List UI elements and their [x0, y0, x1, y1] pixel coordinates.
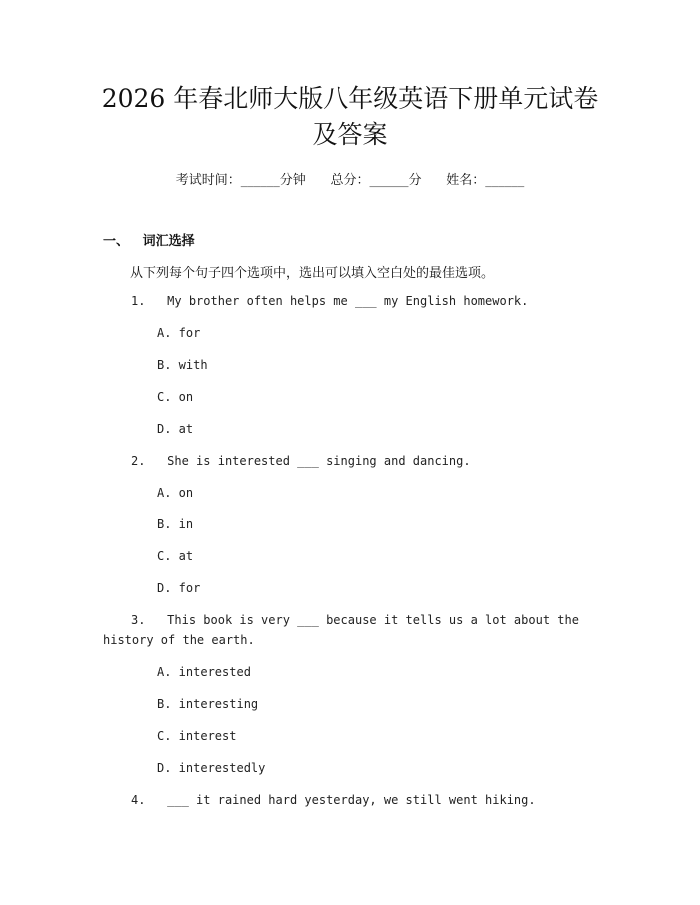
- question-2: [131, 454, 471, 468]
- question-number: 2.: [131, 454, 146, 468]
- option-2a: A. on: [157, 486, 194, 500]
- question-number: 4.: [131, 793, 146, 807]
- option-1d: D. at: [157, 422, 194, 436]
- question-4: [131, 793, 536, 807]
- exam-title-line-1: 2026 年春北师大版八年级英语下册单元试卷: [101, 84, 599, 113]
- option-1c: C. on: [157, 390, 194, 404]
- exam-title-line-2: 及答案: [312, 120, 388, 149]
- option-3b: B. interesting: [157, 697, 259, 711]
- option-2b: B. in: [157, 517, 194, 531]
- question-number: 1.: [131, 294, 146, 308]
- question-text: This book is very ___ because it tells us a lot about the: [167, 613, 579, 627]
- question-text: She is interested ___ singing and dancing.: [167, 454, 471, 468]
- section-title: 词汇选择: [142, 234, 195, 249]
- option-3a: A. interested: [157, 665, 251, 679]
- exam-meta-info: 考试时间：______分钟 总分：______分 姓名：______: [175, 173, 525, 188]
- option-2c: C. at: [157, 549, 194, 563]
- option-3d: D. interestedly: [157, 761, 266, 775]
- option-1a: A. for: [157, 326, 201, 340]
- option-2d: D. for: [157, 581, 201, 595]
- question-number: 3.: [131, 613, 146, 627]
- option-1b: B. with: [157, 358, 208, 372]
- section-heading: [103, 230, 195, 249]
- question-text: My brother often helps me ___ my English homework.: [167, 294, 529, 308]
- question-1: [131, 294, 528, 308]
- section-instruction: 从下列每个句子四个选项中，选出可以填入空白处的最佳选项。: [130, 266, 495, 281]
- question-3-continuation: history of the earth.: [103, 633, 255, 647]
- section-number: 一、: [103, 234, 130, 249]
- option-3c: C. interest: [157, 729, 237, 743]
- question-text: ___ it rained hard yesterday, we still went hiking.: [167, 793, 536, 807]
- question-3: [131, 613, 579, 627]
